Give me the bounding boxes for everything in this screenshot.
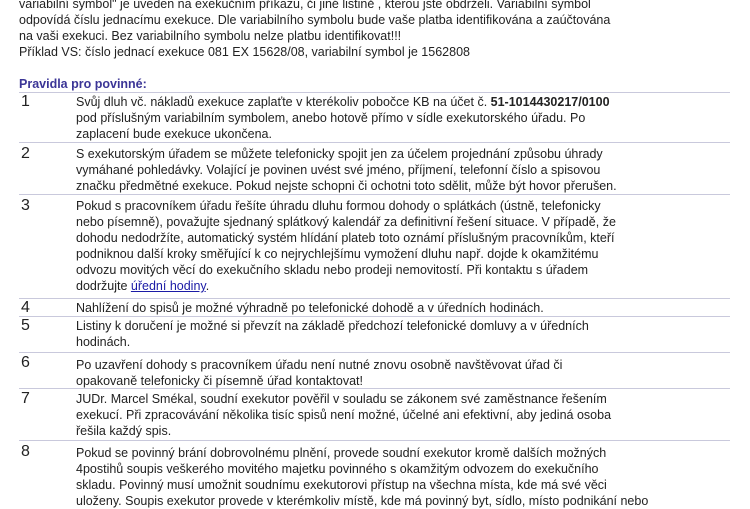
- rule-line: hodinách.: [76, 335, 131, 349]
- rule-line: Po uzavření dohody s pracovníkem úřadu není nutné znovu osobně navštěvovat úřad či: [76, 358, 563, 372]
- rule-number: 5: [21, 317, 30, 334]
- rule-line: značku předmětné exekuce. Pokud nejste schopni či ochotni toto sdělit, může být hovor přerušen.: [76, 179, 617, 193]
- rule-text: [76, 198, 726, 294]
- section-heading: Pravidla pro povinné:: [19, 77, 147, 91]
- rule-line-suffix: .: [205, 279, 210, 293]
- rule-text: [76, 391, 726, 439]
- rule-divider: [19, 298, 730, 299]
- rule-text: [76, 318, 726, 350]
- rule-line: [76, 278, 726, 294]
- rule-line: JUDr. Marcel Smékal, soudní exekutor pověřil v souladu se zákonem své zaměstnance řešením: [76, 392, 607, 406]
- rule-line: Nahlížení do spisů je možné výhradně po telefonické dohodě a v úředních hodinách.: [76, 301, 544, 315]
- rule-number: 3: [21, 197, 30, 214]
- rule-line: exekucí. Při zpracovávání několika tisíc spisů není možné, účelné ani efektivní, aby jediná osoba: [76, 408, 612, 422]
- rule-text: [76, 146, 726, 194]
- rule-divider: [19, 440, 730, 441]
- rule-line: Pokud se povinný brání dobrovolnému plnění, provede soudní exekutor kromě dalších možných: [76, 446, 607, 460]
- rule-number: 6: [21, 354, 30, 371]
- intro-line: Příklad VS: číslo jednací exekuce 081 EX 15628/08, variabilní symbol je 1562808: [19, 45, 470, 59]
- bank-account-number: 51-1014430217/0100: [490, 95, 610, 109]
- rule-number: 4: [21, 299, 30, 316]
- rule-divider: [19, 352, 730, 353]
- rule-line: Listiny k doručení je možné si převzít na základě předchozí telefonické domluvy a v úředních: [76, 319, 589, 333]
- rule-line: 4postihů soupis veškerého movitého majetku povinného s okamžitým odvozem do exekučního: [76, 462, 599, 476]
- rule-divider: [19, 194, 730, 195]
- rule-text: [76, 357, 726, 389]
- intro-paragraph: [19, 0, 734, 60]
- rule-text: [76, 300, 726, 316]
- rule-line: dohodu nedodržíte, automatický systém hlídání plateb toto oznámí příslušným pracovníkům, kteří: [76, 231, 615, 245]
- rule-line: Pokud s pracovníkem úřadu řešíte úhradu dluhu formou dohody o splátkách (ústně, telefonicky: [76, 199, 601, 213]
- rule-text: [76, 94, 726, 142]
- rule-divider: [19, 142, 730, 143]
- rule-number: 7: [21, 390, 30, 407]
- rule-number: 2: [21, 145, 30, 162]
- rule-number: 8: [21, 443, 30, 460]
- rule-line: opakovaně telefonicky či písemně úřad kontaktovat!: [76, 374, 363, 388]
- office-hours-link[interactable]: úřední hodiny: [130, 279, 206, 293]
- rule-divider: [19, 316, 730, 317]
- rule-line: vymáhané pohledávky. Volající je povinen uvést své jméno, příjmení, telefonní číslo a spisovou: [76, 163, 601, 177]
- rule-line: pod příslušným variabilním symbolem, anebo hotově přímo v sídle exekutorského úřadu. Po: [76, 111, 586, 125]
- intro-line: na vaši exekuci. Bez variabilního symbolu nelze platbu identifikovat!!!: [19, 29, 402, 43]
- rule-line: zaplacení bude exekuce ukončena.: [76, 127, 272, 141]
- rule-line-prefix: dodržujte: [76, 279, 131, 293]
- rule-line: [76, 94, 726, 110]
- intro-line: odpovídá číslu jednacímu exekuce. Dle variabilního symbolu bude vaše platba identifikována a zaúčtována: [19, 13, 611, 27]
- rule-divider: [19, 92, 730, 93]
- rule-line: uloženy. Soupis exekutor provede v kterémkoliv místě, kde má povinný byt, sídlo, místo podnikání nebo: [76, 494, 649, 508]
- rule-number: 1: [21, 93, 30, 110]
- rule-line: skladu. Povinný musí umožnit soudnímu exekutorovi přístup na všechna místa, kde má své věci: [76, 478, 607, 492]
- rule-line: odvozu movitých věcí do exekučního skladu nebo prodeji nemovitostí. Při kontaktu s úřadem: [76, 263, 589, 277]
- rule-line: S exekutorským úřadem se můžete telefonicky spojit jen za účelem projednání způsobu úhrady: [76, 147, 603, 161]
- rule-line: nebo písemně), považujte sjednaný splátkový kalendář za definitivní řešení situace. V případě, že: [76, 215, 616, 229]
- rule-line-prefix: Svůj dluh vč. nákladů exekuce zaplaťte v kterékoliv pobočce KB na účet č.: [76, 95, 491, 109]
- rule-line: řešila každý spis.: [76, 424, 172, 438]
- rule-text: [76, 445, 726, 509]
- rule-line: podniknou další kroky směřující k co nejrychlejšímu vymožení dluhu např. dojde k okamžitému: [76, 247, 599, 261]
- intro-line: variabilní symbol" je uveden na exekučním příkazu, či jiné listině , kterou jste obdrželi. Variabilní symbol: [19, 0, 591, 11]
